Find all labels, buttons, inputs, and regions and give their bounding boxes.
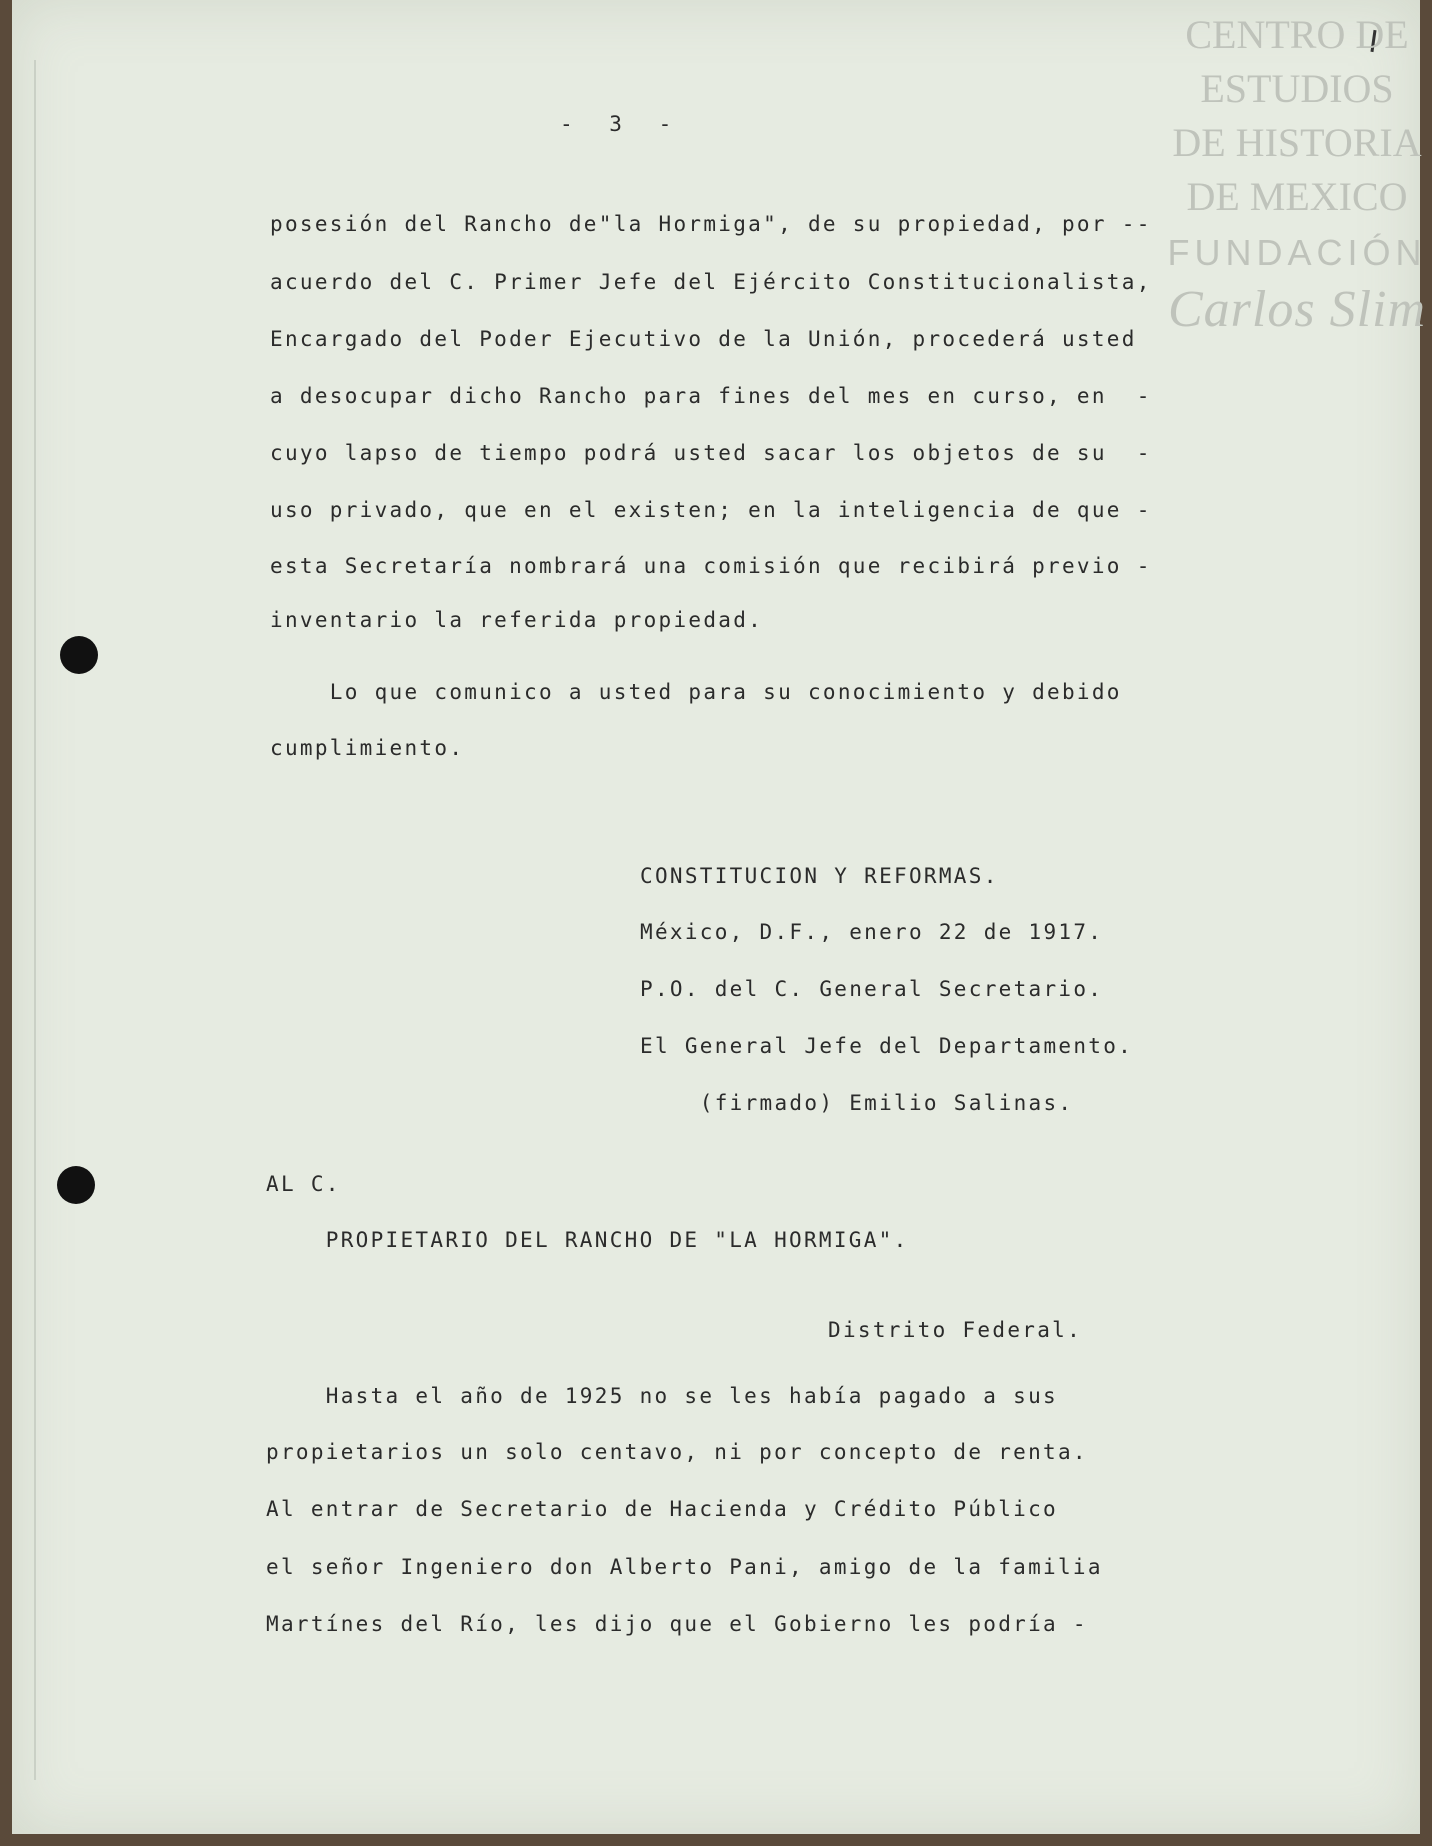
paragraph-line: Al entrar de Secretario de Hacienda y Crédito Público <box>266 1497 1058 1521</box>
paper-sheet <box>12 0 1427 1834</box>
watermark-line-2: ESTUDIOS <box>1200 66 1394 111</box>
body-line: cuyo lapso de tiempo podrá usted sacar los objetos de su - <box>270 441 1152 465</box>
closing-line: CONSTITUCION Y REFORMAS. <box>640 864 999 888</box>
watermark-line-4: DE MEXICO <box>1186 174 1408 219</box>
address-salutation: AL C. <box>266 1172 341 1196</box>
sheet-edge-line <box>34 60 36 1780</box>
body-line: esta Secretaría nombrará una comisión que recibirá previo - <box>270 554 1152 578</box>
closing-line: P.O. del C. General Secretario. <box>640 977 1104 1001</box>
watermark-signature: Carlos Slim <box>1167 281 1427 338</box>
paragraph-line: Martínes del Río, les dijo que el Gobierno les podría - <box>266 1612 1088 1636</box>
address-location: Distrito Federal. <box>828 1318 1083 1342</box>
paragraph-line: Lo que comunico a usted para su conocimiento y debido <box>270 680 1122 704</box>
punch-hole-top <box>60 636 98 674</box>
body-line: uso privado, que en el existen; en la inteligencia de que - <box>270 498 1152 522</box>
address-recipient: PROPIETARIO DEL RANCHO DE "LA HORMIGA". <box>266 1228 909 1252</box>
watermark-line-3: DE HISTORIA <box>1172 120 1422 165</box>
body-line: Encargado del Poder Ejecutivo de la Unión, procederá usted <box>270 327 1137 351</box>
signature-line: (firmado) Emilio Salinas. <box>640 1091 1074 1115</box>
archive-watermark <box>1152 8 1432 338</box>
body-line: acuerdo del C. Primer Jefe del Ejército Constitucionalista, <box>270 270 1152 294</box>
page-number: - 3 - <box>560 112 684 136</box>
paragraph-line: cumplimiento. <box>270 736 465 760</box>
body-line: posesión del Rancho de"la Hormiga", de su propiedad, por -- <box>270 212 1152 236</box>
body-line: a desocupar dicho Rancho para fines del mes en curso, en - <box>270 384 1152 408</box>
punch-hole-bottom <box>57 1166 95 1204</box>
paragraph-line: Hasta el año de 1925 no se les había pagado a sus <box>266 1384 1058 1408</box>
paragraph-line: propietarios un solo centavo, ni por concepto de renta. <box>266 1440 1088 1464</box>
closing-line: El General Jefe del Departamento. <box>640 1034 1134 1058</box>
watermark-fundacion: FUNDACIÓN <box>1167 232 1427 273</box>
watermark-line-1: CENTRO DE <box>1185 12 1409 57</box>
body-line: inventario la referida propiedad. <box>270 608 764 632</box>
closing-line: México, D.F., enero 22 de 1917. <box>640 920 1104 944</box>
paragraph-line: el señor Ingeniero don Alberto Pani, amigo de la familia <box>266 1555 1103 1579</box>
